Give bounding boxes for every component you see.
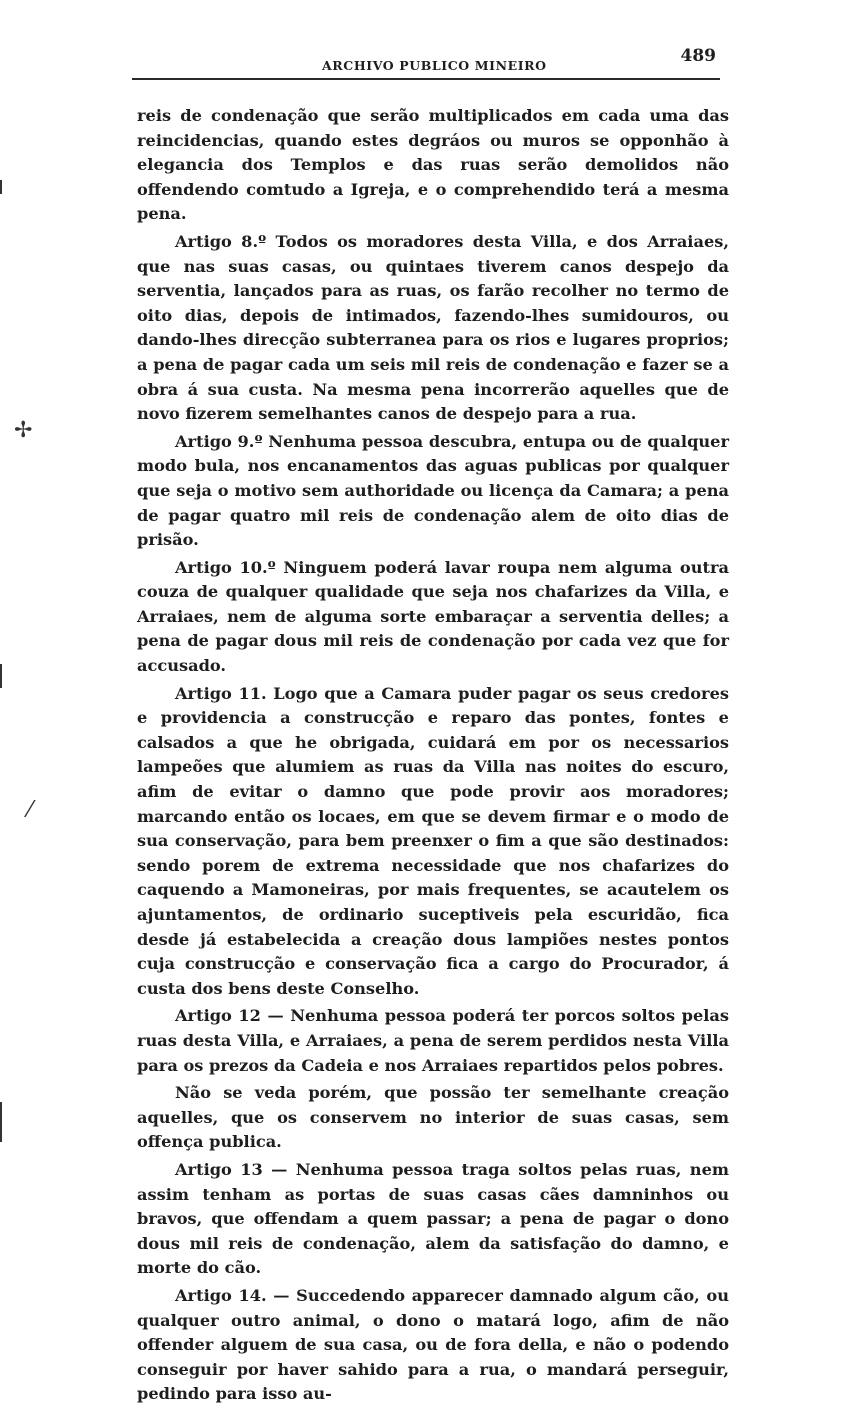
edge-line	[0, 180, 2, 194]
paragraph-artigo-10: Artigo 10.º Ninguem poderá lavar roupa nem alguma outra couza de qualquer qualidade que seja nos chafarizes da Villa, e Arraiaes, nem de alguma sorte embaraçar a serventia delles; a pena de pagar dous mil reis de condenação por cada vez que for accusado.	[137, 557, 729, 676]
paragraph-artigo-9: Artigo 9.º Nenhuma pessoa descubra, entupa ou de qualquer modo bula, nos encanamentos das aguas publicas por qualquer que seja o motivo sem authoridade ou licença da Camara; a pena de pagar quatro mil reis de condenação alem de oito dias de prisão.	[137, 431, 729, 550]
paragraph-artigo-14: Artigo 14. — Succedendo apparecer damnado algum cão, ou qualquer outro animal, o dono o matará logo, afim de não offender alguem de sua casa, ou de fora della, e não o podendo conseguir por haver sahido para a rua, o mandará perseguir, pedindo para isso au-	[137, 1285, 729, 1404]
edge-line	[0, 664, 2, 688]
margin-mark: ✢	[14, 418, 33, 443]
edge-line	[0, 1102, 2, 1142]
paragraph-artigo-12: Artigo 12 — Nenhuma pessoa poderá ter porcos soltos pelas ruas desta Villa, e Arraiaes, a pena de serem perdidos nesta Villa para os prezos da Cadeia e nos Arraiaes repartidos pelos pobres.	[137, 1006, 729, 1075]
paragraph-artigo-11: Artigo 11. Logo que a Camara puder pagar os seus credores e providencia a construcção e reparo das pontes, fontes e calsados a que he obrigada, cuidará em por os necessarios lampeões que alumiem as ruas da Villa nas noites do escuro, afim de evitar o damno que pode provir aos moradores; marcando então os locaes, em que se devem firmar e o modo de sua conservação, para bem preenxer o fim a que são destinados: sendo porem de extrema necessidade que nos chafarizes do caquendo a Mamoneiras, por mais frequentes, se acautelem os ajuntamentos, de ordinario suceptiveis pela escuridão, fica desde já estabelecida a creação dous lampiões nestes pontos cuja construcção e conservação fica a cargo do Procurador, á custa dos bens deste Conselho.	[137, 683, 729, 998]
header-rule	[132, 78, 720, 80]
paragraph-artigo-8: Artigo 8.º Todos os moradores desta Villa, e dos Arraiaes, que nas suas casas, ou quintaes tiverem canos despejo da serventia, lançados para as ruas, os farão recolher no termo de oito dias, depois de intimados, fazendo-lhes sumidouros, ou dando-lhes direcção subterranea para os rios e lugares proprios; a pena de pagar cada um seis mil reis de condenação e fazer se a obra á sua custa. Na mesma pena incorrerão aquelles que de novo fizerem semelhantes canos de despejo para a rua.	[137, 231, 729, 424]
paragraph-artigo-13: Artigo 13 — Nenhuma pessoa traga soltos pelas ruas, nem assim tenham as portas de suas casas cães damninhos ou bravos, que offendam a quem passar; a pena de pagar o dono dous mil reis de condenação, alem da satisfação do damno, e morte do cão.	[137, 1159, 729, 1278]
body-text	[137, 104, 729, 1410]
page-number: 489	[680, 46, 716, 66]
paragraph-continuation: reis de condenação que serão multiplicados em cada uma das reincidencias, quando estes degráos ou muros se opponhão à elegancia dos Templos e das ruas serão demolidos não offendendo comtudo a Igreja, e o comprehendido terá a mesma pena.	[137, 106, 729, 224]
paragraph-artigo-12-note: Não se veda porém, que possão ter semelhante creação aquelles, que os conservem no interior de suas casas, sem offença publica.	[137, 1083, 729, 1152]
margin-mark: ⁄	[28, 798, 32, 823]
page-header	[132, 44, 724, 78]
running-title: ARCHIVO PUBLICO MINEIRO	[322, 58, 547, 73]
